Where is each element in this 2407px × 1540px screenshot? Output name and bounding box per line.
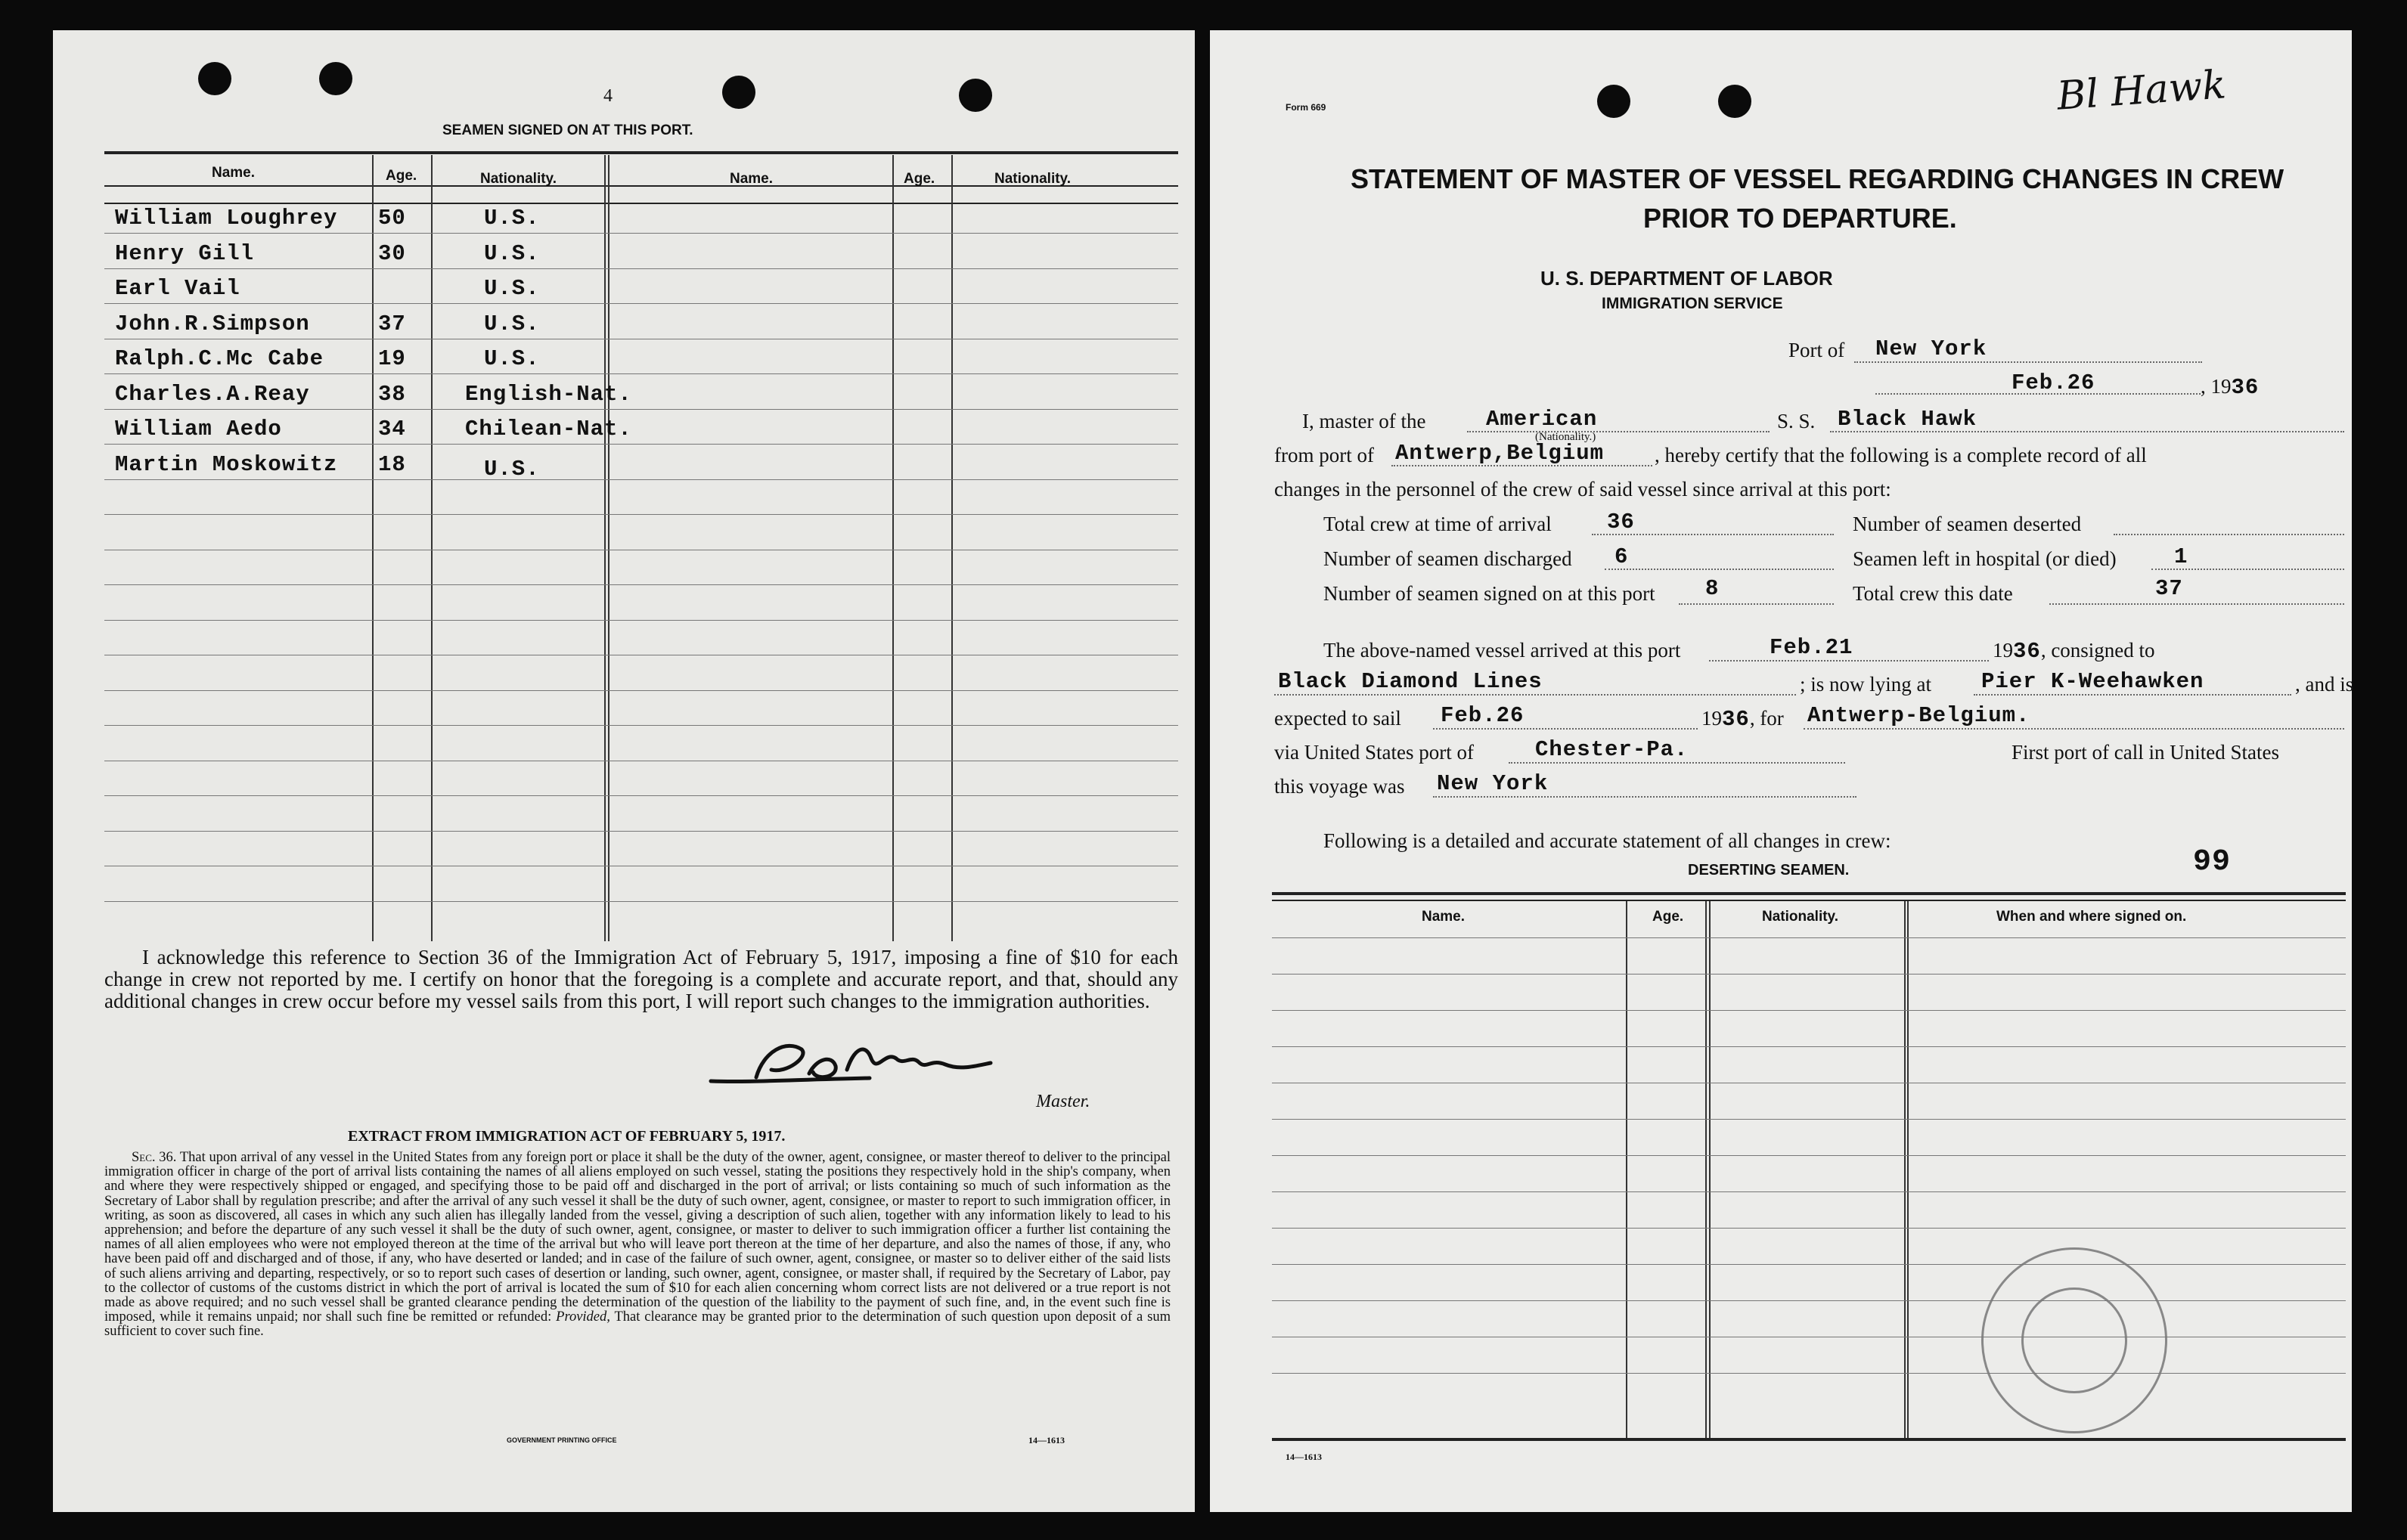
- consignee-value: Black Diamond Lines: [1278, 669, 1543, 694]
- extract-heading: EXTRACT FROM IMMIGRATION ACT OF FEBRUARY 5, 1917.: [348, 1128, 786, 1145]
- discharged-value: 6: [1614, 544, 1629, 569]
- seaman-age: 19: [378, 346, 406, 371]
- deserting-col-name: Name.: [1422, 909, 1466, 925]
- seaman-name: William Aedo: [115, 417, 282, 442]
- seamen-signed-heading: SEAMEN SIGNED ON AT THIS PORT.: [442, 122, 693, 138]
- punch-hole: [198, 62, 231, 95]
- acknowledgement: I acknowledge this reference to Section 36 of the Immigration Act of February 5, 1917, imposing a fine of $10 for each change in crew not reported by me. I certify on honor that the foregoing is a complete and accurate report, and that, should any additional changes in crew occur before my vessel sails from this port, I will report such changes to the immigration authorities.: [104, 946, 1178, 1012]
- seaman-nationality: English-Nat.: [465, 381, 632, 407]
- first-call-value: New York: [1437, 771, 1549, 796]
- seaman-nationality: U.S.: [484, 240, 540, 266]
- col-nationality: Nationality.: [480, 171, 557, 187]
- seaman-age: 50: [378, 206, 406, 231]
- form-label: Form 669: [1286, 102, 1326, 113]
- signed-on-value: 8: [1705, 576, 1720, 601]
- page-mark: 99: [2193, 845, 2232, 879]
- seaman-age: 18: [378, 451, 406, 477]
- punch-hole: [1597, 85, 1630, 118]
- form-title-line2: PRIOR TO DEPARTURE.: [1643, 203, 1957, 234]
- arrived-date-value: Feb.21: [1770, 635, 1853, 660]
- seaman-nationality: U.S.: [484, 206, 540, 231]
- punch-hole: [1718, 85, 1751, 118]
- form-code-right: 14—1613: [1286, 1452, 1322, 1462]
- form-title-line1: STATEMENT OF MASTER OF VESSEL REGARDING CHANGES IN CREW: [1351, 163, 2284, 194]
- service-label: IMMIGRATION SERVICE: [1602, 295, 1783, 312]
- deserting-heading: DESERTING SEAMEN.: [1688, 862, 1850, 878]
- extract-text: Sec. 36. That upon arrival of any vessel in the United States from any foreign port or place it shall be the duty of the owner, agent, consignee, or master thereof to deliver to the principal immigration officer in charge of the port of arrival lists containing the names of all aliens employed on such vessel, stating the positions they respectively hold in the ship's company, when and where they were respectively shipped or engaged, and specifying those to be paid off and discharged in the port of arrival; or lists containing so much of such information as the Secretary of Labor shall by regulation prescribe; and after the arrival of any such vessel it shall be the duty of such owner, agent, consignee, or master to report to such immigration officer, in writing, as soon as discovered, all cases in which any such alien has illegally landed from the vessel, giving a description of such alien, together with any information likely to lead to his apprehension; and before the departure of any such vessel it shall be the duty of such owner, agent, consignee, or master to deliver to such immigration officer a further list containing the names of all alien employees who were not employed thereon at the time of the arrival but who will leave port thereon at the time of her departure, and also the names of those, if any, who have been paid off and discharged and of those, if any, who have deserted or landed; and in case of the failure of such owner, agent, consignee, or master so to deliver either of the said lists of such aliens arriving and departing, respectively, or so to report such cases of desertion or landing, such owner, agent, consignee, or master shall, if required by the Secretary of Labor, pay to the collector of customs of the customs district in which the port of arrival is located the sum of $10 for each alien concerning whom correct lists are not delivered or a true report is not made as above required; and no such vessel shall be granted clearance pending the determination of the question of the liability to the payment of such fine, and, in the event such fine is imposed, while it remains unpaid; nor shall such fine be remitted or refunded: Provided, That clearance may be granted prior to the determination of such question upon deposit of a sum sufficient to cover such fine.: [104, 1150, 1171, 1340]
- arrived-year-value: 36: [2013, 639, 2041, 664]
- form-code-left: 14—1613: [1028, 1435, 1065, 1445]
- via-port-value: Chester-Pa.: [1535, 737, 1689, 762]
- seaman-name: Earl Vail: [115, 276, 240, 301]
- total-crew-arrival-value: 36: [1607, 510, 1635, 535]
- immigration-stamp: [1981, 1247, 2167, 1433]
- sail-year-value: 36: [1722, 707, 1750, 732]
- from-port-value: Antwerp,Belgium: [1395, 441, 1605, 466]
- col-nationality-2: Nationality.: [994, 171, 1071, 187]
- deserting-col-nationality: Nationality.: [1762, 909, 1838, 925]
- col-age-2: Age.: [904, 171, 935, 187]
- date-value: Feb.26: [2012, 370, 2095, 395]
- seaman-nationality: Chilean-Nat.: [465, 417, 632, 442]
- hospital-value: 1: [2174, 544, 2188, 569]
- seaman-age: 37: [378, 311, 406, 336]
- seaman-name: William Loughrey: [115, 206, 338, 231]
- col-age: Age.: [386, 168, 417, 184]
- port-label: Port of: [1788, 339, 1845, 361]
- seaman-age: 38: [378, 381, 406, 407]
- right-page: Form 669 Bl Hawk STATEMENT OF MASTER OF VESSEL REGARDING CHANGES IN CREW PRIOR TO DEPARTURE. U. S. DEPARTMENT OF LABOR IMMIGRATION SERVICE Port of New York Feb.26 , 1936 I, master of the American (Nationality.) S. S. Black Hawk from port of Antwerp,Belgium , hereby certify that the following is a complete record of all changes in the personnel of the crew of said vessel since arrival at this port: Total crew at time of arrival 36 Number of seamen deserted Number of seamen discharged 6 Seamen left in hospital (or died) 1 Number of seamen signed on at this port 8 Total crew this date 37 The above-named vessel arrived at this port Feb.21 1936, consigned to Black Diamond Lines ; is now lying at Pier K-Weehawken , and is expected to sail Feb.26 1936, for Antwerp-Belgium. via United States port of Chester-Pa. First port of call in United States this voyage was New York Following is a detailed and accurate statement of all changes in crew: 99 DESERTING SEAMEN. Name. Age. Nationality. When and where signed on. 14—1613: [1210, 30, 2352, 1512]
- seaman-nationality: U.S.: [484, 456, 540, 482]
- vessel-value: Black Hawk: [1838, 407, 1977, 432]
- seaman-nationality: U.S.: [484, 346, 540, 371]
- master-signature: [703, 1036, 1096, 1096]
- destination-value: Antwerp-Belgium.: [1807, 703, 2030, 728]
- col-name: Name.: [212, 165, 256, 181]
- seaman-name: Henry Gill: [115, 240, 255, 266]
- punch-hole: [959, 79, 992, 112]
- left-page: [53, 30, 1195, 1512]
- col-name-2: Name.: [730, 171, 774, 187]
- punch-hole: [319, 62, 352, 95]
- deserting-col-age: Age.: [1652, 909, 1684, 925]
- seaman-name: Martin Moskowitz: [115, 451, 338, 477]
- dept-label: U. S. DEPARTMENT OF LABOR: [1540, 267, 1833, 290]
- nationality-value: American: [1486, 407, 1598, 432]
- punch-hole: [722, 76, 755, 109]
- deserting-col-signed-on: When and where signed on.: [1996, 909, 2187, 925]
- seaman-age: 34: [378, 417, 406, 442]
- page-number: 4: [603, 86, 613, 106]
- seaman-name: Ralph.C.Mc Cabe: [115, 346, 324, 371]
- year-value: 36: [2231, 375, 2260, 400]
- seaman-age: 30: [378, 240, 406, 266]
- total-crew-date-value: 37: [2155, 576, 2183, 601]
- lying-at-value: Pier K-Weehawken: [1981, 669, 2204, 694]
- printer-imprint: GOVERNMENT PRINTING OFFICE: [507, 1436, 617, 1444]
- seaman-name: John.R.Simpson: [115, 311, 310, 336]
- seaman-nationality: U.S.: [484, 276, 540, 301]
- handwritten-note: Bl Hawk: [2055, 62, 2228, 119]
- seaman-name: Charles.A.Reay: [115, 381, 310, 407]
- master-of-label: I, master of the: [1302, 410, 1426, 432]
- seaman-nationality: U.S.: [484, 311, 540, 336]
- master-label: Master.: [1036, 1092, 1090, 1111]
- sail-date-value: Feb.26: [1441, 703, 1525, 728]
- port-value: New York: [1875, 336, 1987, 361]
